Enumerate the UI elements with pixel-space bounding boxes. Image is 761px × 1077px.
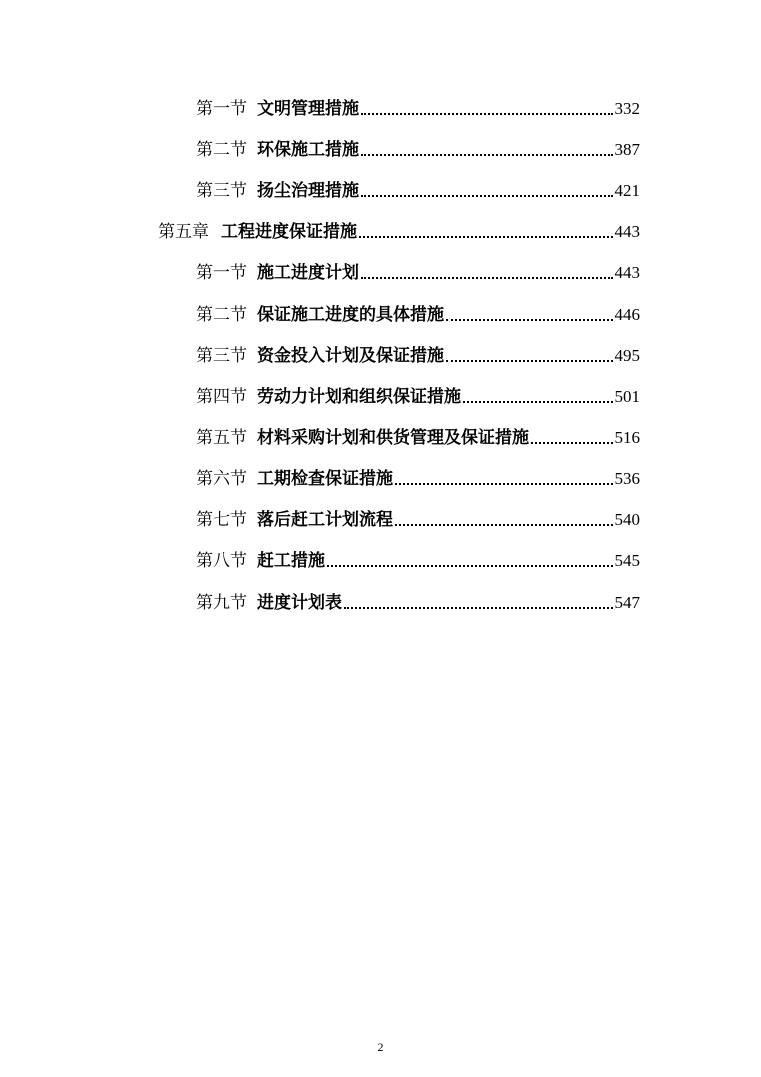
dot-leader [327, 564, 613, 567]
toc-entry-page: 387 [614, 140, 640, 159]
toc-entry[interactable] [196, 380, 640, 408]
toc-entry-page: 536 [614, 469, 640, 488]
dot-leader [344, 606, 613, 609]
toc-entry[interactable] [196, 421, 640, 449]
toc-entry-page: 443 [614, 222, 640, 241]
toc-entry-prefix: 第五章 [158, 222, 209, 242]
toc-entry-title: 文明管理措施 [257, 99, 359, 119]
toc-entry-title: 保证施工进度的具体措施 [257, 305, 444, 325]
toc-entry[interactable] [196, 462, 640, 490]
toc-entry-page: 547 [614, 593, 640, 612]
toc-entry-title: 环保施工措施 [257, 140, 359, 160]
toc-entry-title: 落后赶工计划流程 [257, 510, 393, 530]
toc-entry-prefix: 第二节 [196, 140, 247, 160]
toc-entry-prefix: 第二节 [196, 305, 247, 325]
toc-entry-page: 545 [614, 551, 640, 570]
toc-entry[interactable] [196, 92, 640, 120]
toc-chapter-entry[interactable] [158, 215, 640, 243]
toc-entry-prefix: 第八节 [196, 551, 247, 571]
toc-entry-page: 332 [614, 99, 640, 118]
toc-entry-prefix: 第三节 [196, 346, 247, 366]
dot-leader [531, 441, 613, 444]
toc-entry[interactable] [196, 339, 640, 367]
toc-entry[interactable] [196, 133, 640, 161]
dot-leader [361, 194, 613, 197]
dot-leader [361, 153, 613, 156]
dot-leader [361, 112, 613, 115]
dot-leader [359, 235, 613, 238]
toc-entry-prefix: 第四节 [196, 387, 247, 407]
toc-entry-prefix: 第七节 [196, 510, 247, 530]
toc-entry-prefix: 第五节 [196, 428, 247, 448]
toc-entry[interactable] [196, 544, 640, 572]
toc-entry-prefix: 第九节 [196, 593, 247, 613]
toc-entry-title: 工程进度保证措施 [221, 222, 357, 242]
toc-entry-title: 劳动力计划和组织保证措施 [257, 387, 461, 407]
dot-leader [361, 276, 613, 279]
toc-entry-title: 工期检查保证措施 [257, 469, 393, 489]
dot-leader [446, 359, 613, 362]
dot-leader [463, 400, 613, 403]
dot-leader [395, 523, 613, 526]
toc-entry[interactable] [196, 298, 640, 326]
toc-entry-prefix: 第一节 [196, 263, 247, 283]
toc-entry-title: 扬尘治理措施 [257, 181, 359, 201]
toc-entry-page: 443 [614, 263, 640, 282]
toc-entry-prefix: 第一节 [196, 99, 247, 119]
toc-entry-title: 材料采购计划和供货管理及保证措施 [257, 428, 529, 448]
toc-entry-prefix: 第三节 [196, 181, 247, 201]
toc-entry-page: 501 [614, 387, 640, 406]
toc-entry[interactable] [196, 174, 640, 202]
toc-entry-title: 进度计划表 [257, 593, 342, 613]
toc-entry-title: 赶工措施 [257, 551, 325, 571]
dot-leader [446, 318, 613, 321]
toc-entry[interactable] [196, 503, 640, 531]
toc-entry-page: 516 [614, 428, 640, 447]
toc-entry-page: 446 [614, 305, 640, 324]
toc-entry[interactable] [196, 256, 640, 284]
page-number: 2 [377, 1040, 384, 1054]
toc-entry-title: 施工进度计划 [257, 263, 359, 283]
toc-entry[interactable] [196, 586, 640, 614]
toc-entry-title: 资金投入计划及保证措施 [257, 346, 444, 366]
toc-entry-page: 540 [614, 510, 640, 529]
toc-entry-page: 495 [614, 346, 640, 365]
toc-entry-page: 421 [614, 181, 640, 200]
dot-leader [395, 482, 613, 485]
toc-entry-prefix: 第六节 [196, 469, 247, 489]
